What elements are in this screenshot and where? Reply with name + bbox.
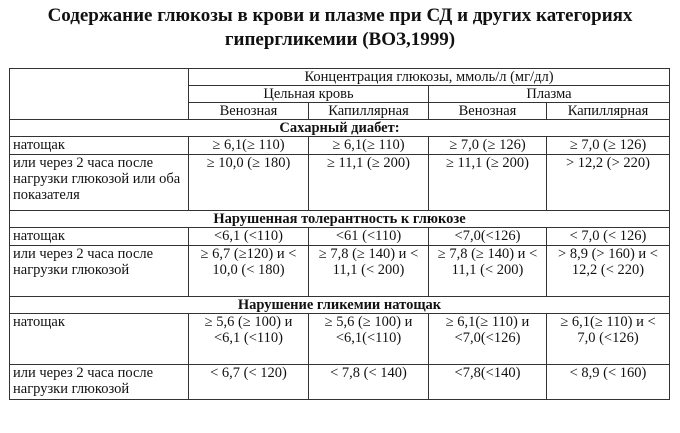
row-label: натощак: [10, 314, 189, 365]
cell-value: ≥ 7,8 (≥ 140) и < 11,1 (< 200): [309, 246, 429, 297]
table-row: [10, 246, 670, 297]
header-empty-cell: [10, 69, 189, 120]
cell-value: <7,0(<126): [429, 228, 547, 246]
header-concentration: Концентрация глюкозы, ммоль/л (мг/дл): [189, 69, 670, 86]
section-title: Сахарный диабет:: [10, 120, 670, 137]
cell-value: < 7,8 (< 140): [309, 365, 429, 400]
cell-value: ≥ 11,1 (≥ 200): [309, 155, 429, 211]
cell-value: ≥ 6,1(≥ 110) и <7,0(<126): [429, 314, 547, 365]
cell-value: ≥ 6,1(≥ 110) и < 7,0 (<126): [547, 314, 670, 365]
header-whole-blood: Цельная кровь: [189, 86, 429, 103]
cell-value: > 12,2 (> 220): [547, 155, 670, 211]
cell-value: ≥ 7,0 (≥ 126): [547, 137, 670, 155]
cell-value: ≥ 6,1(≥ 110): [309, 137, 429, 155]
section-title: Нарушенная толерантность к глюкозе: [10, 211, 670, 228]
cell-value: ≥ 5,6 (≥ 100) и <6,1(<110): [309, 314, 429, 365]
title-line-2: гипергликемии (ВОЗ,1999): [224, 29, 456, 50]
header-venous-plasma: Венозная: [429, 103, 547, 120]
header-venous-blood: Венозная: [189, 103, 309, 120]
cell-value: ≥ 7,0 (≥ 126): [429, 137, 547, 155]
page-title: [0, 4, 680, 52]
row-label: натощак: [10, 137, 189, 155]
table-row: [10, 365, 670, 400]
cell-value: <6,1 (<110): [189, 228, 309, 246]
table-row: [10, 155, 670, 211]
row-label: или через 2 часа после нагрузки глюкозой или оба показателя: [10, 155, 189, 211]
table-row: [10, 228, 670, 246]
cell-value: ≥ 10,0 (≥ 180): [189, 155, 309, 211]
row-label: или через 2 часа после нагрузки глюкозой: [10, 365, 189, 400]
row-label: или через 2 часа после нагрузки глюкозой: [10, 246, 189, 297]
header-capillary-blood: Капиллярная: [309, 103, 429, 120]
cell-value: < 6,7 (< 120): [189, 365, 309, 400]
table-row: [10, 137, 670, 155]
cell-value: ≥ 6,1(≥ 110): [189, 137, 309, 155]
cell-value: ≥ 5,6 (≥ 100) и <6,1 (<110): [189, 314, 309, 365]
cell-value: ≥ 7,8 (≥ 140) и < 11,1 (< 200): [429, 246, 547, 297]
row-label: натощак: [10, 228, 189, 246]
cell-value: < 7,0 (< 126): [547, 228, 670, 246]
cell-value: ≥ 11,1 (≥ 200): [429, 155, 547, 211]
title-line-1: Содержание глюкозы в крови и плазме при СД и других категориях: [47, 5, 633, 26]
cell-value: < 8,9 (< 160): [547, 365, 670, 400]
cell-value: <7,8(<140): [429, 365, 547, 400]
table-row: [10, 314, 670, 365]
cell-value: > 8,9 (> 160) и < 12,2 (< 220): [547, 246, 670, 297]
header-capillary-plasma: Капиллярная: [547, 103, 670, 120]
section-title: Нарушение гликемии натощак: [10, 297, 670, 314]
cell-value: <61 (<110): [309, 228, 429, 246]
cell-value: ≥ 6,7 (≥120) и < 10,0 (< 180): [189, 246, 309, 297]
glucose-table: [9, 68, 670, 400]
header-plasma: Плазма: [429, 86, 670, 103]
